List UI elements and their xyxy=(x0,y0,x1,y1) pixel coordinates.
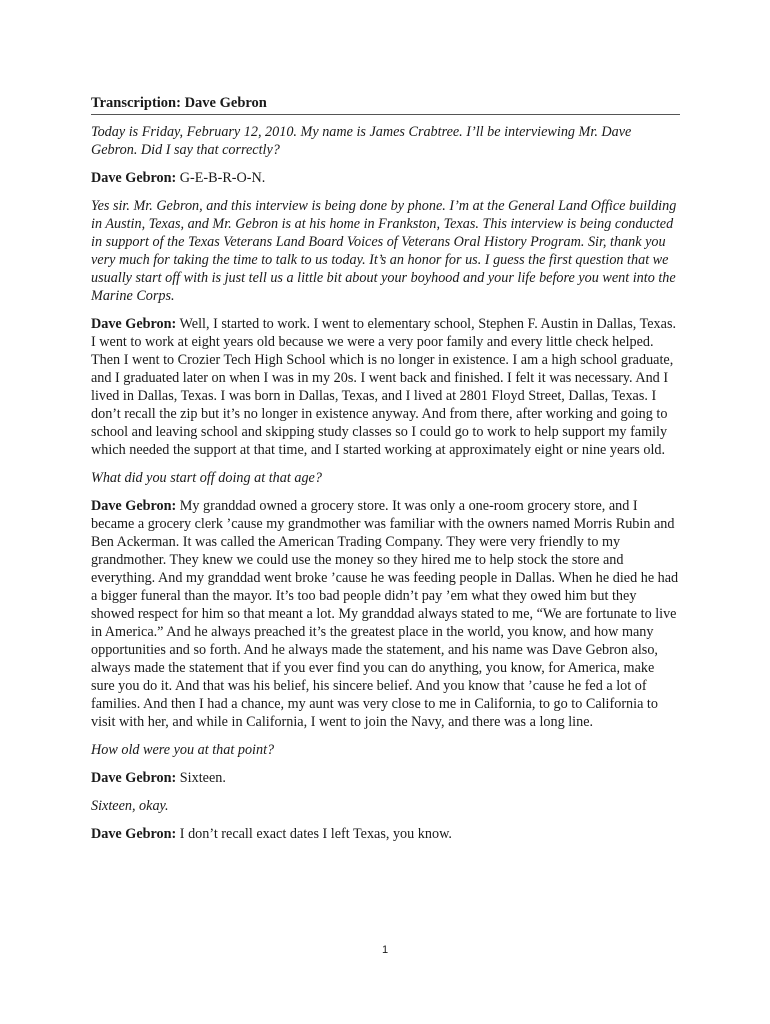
speaker-label: Dave Gebron: xyxy=(91,498,177,514)
answer-text: I don’t recall exact dates I left Texas, you know. xyxy=(176,826,452,842)
speaker-label: Dave Gebron: xyxy=(91,170,177,186)
answer-text: My granddad owned a grocery store. It was only a one-room grocery store, and I became a grocery clerk ’cause my grandmother was familiar with the owners named Morris Rubin and Ben Ackerman. It was called the American Trading Company. They were very friendly to my grandmother. They knew we could use the money so they hired me to help stock the store and everything. And my granddad went broke ’cause he was feeding people in Dallas. When he died he had a bigger funeral than the mayor. It’s too bad people didn’t pay ’em what they owed him but they showed respect for him so that meant a lot. My granddad always stated to me, “We are fortunate to live in America.” And he always preached it’s the greatest place in the world, you know, and how many opportunities and so forth. And he always made the statement, and his name was Dave Gebron also, always made the statement that if you ever find you can do anything, you know, for America, make sure you do it. And that was his belief, his sincere belief. And you know that ’cause he fed a lot of families. And then I had a chance, my aunt was very close to me in California, to go to California to visit with her, and while in California, I went to join the Navy, and there was a long line. xyxy=(91,498,679,730)
interviewer-question: Today is Friday, February 12, 2010. My name is James Crabtree. I’ll be interviewing Mr. Dave Gebron. Did I say that correctly? xyxy=(91,124,632,158)
interviewee-answer xyxy=(91,769,680,787)
speaker-label: Dave Gebron: xyxy=(91,316,177,332)
interviewer-question: How old were you at that point? xyxy=(91,742,275,758)
answer-text: Sixteen. xyxy=(176,770,226,786)
interviewer-question: What did you start off doing at that age? xyxy=(91,470,322,486)
document-title: Transcription: Dave Gebron xyxy=(91,94,680,115)
page-number: 1 xyxy=(381,944,389,956)
answer-text: G-E-B-R-O-N. xyxy=(176,170,266,186)
answer-text: Well, I started to work. I went to elementary school, Stephen F. Austin in Dallas, Texas. I went to work at eight years old because we were a very poor family and every little check helped. Then I went to Crozier Tech High School which is no longer in existence. I am a high school graduate, and I graduated later on when I was in my 20s. I went back and finished. I felt it was necessary. And I lived in Dallas, Texas. I was born in Dallas, Texas, and I lived at 2801 Floyd Street, Dallas, Texas. I don’t recall the zip but it’s no longer in existence anyway. And from there, after working and going to school and leaving school and skipping study classes so I could go to work to help support my family which needed the support at that time, and I started working at approximately eight or nine years old. xyxy=(91,316,677,458)
speaker-label: Dave Gebron: xyxy=(91,770,177,786)
interviewee-answer xyxy=(91,497,680,731)
interviewee-answer xyxy=(91,825,680,843)
interviewee-answer xyxy=(91,169,680,187)
interviewer-question: Yes sir. Mr. Gebron, and this interview is being done by phone. I’m at the General Land Office building in Austin, Texas, and Mr. Gebron is at his home in Frankston, Texas. This interview is being conducted in support of the Texas Veterans Land Board Voices of Veterans Oral History Program. Sir, thank you very much for taking the time to talk to us today. It’s an honor for us. I guess the first question that we usually start off with is just tell us a little bit about your boyhood and your life before you went into the Marine Corps. xyxy=(91,198,677,304)
speaker-label: Dave Gebron: xyxy=(91,826,177,842)
interviewer-question: Sixteen, okay. xyxy=(91,798,169,814)
interviewee-answer xyxy=(91,315,680,459)
transcript-page xyxy=(91,94,680,853)
